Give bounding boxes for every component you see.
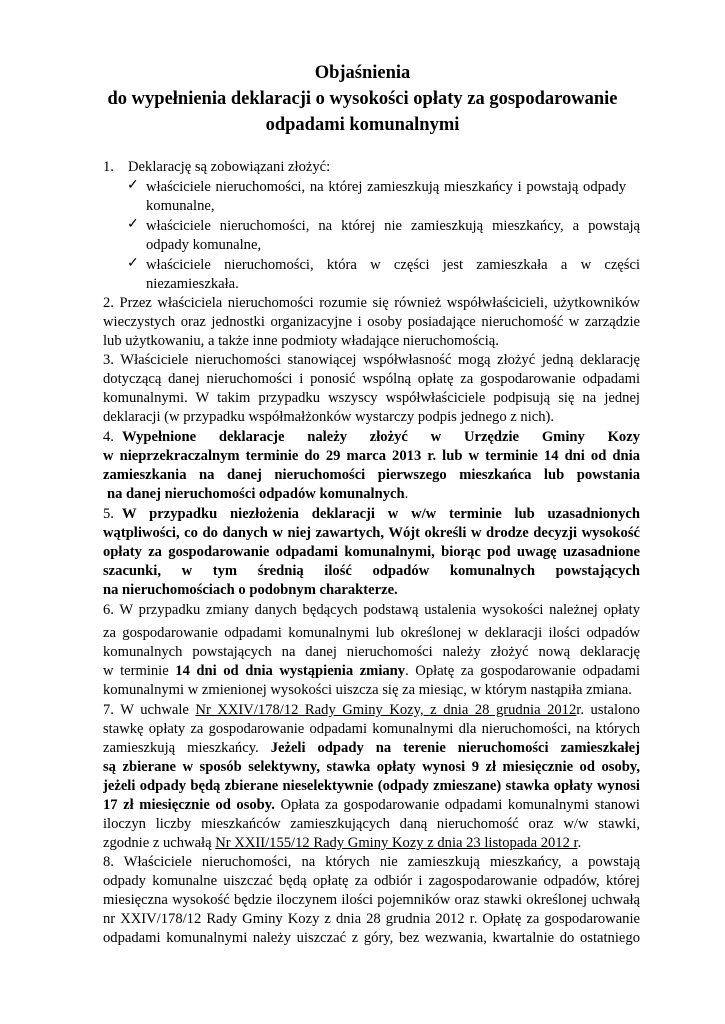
item-1-bullet-2-line-2: odpady komunalne, [146, 237, 262, 253]
item-7-line-6: 17 zł miesięcznie od osoby. Opłata za gospodarowanie odpadami komunalnymi stanowi [103, 797, 640, 813]
item-4-line-1: Wypełnione deklaracje należy złożyć w Urzędzie Gminy Kozy [122, 429, 640, 445]
item-2-line-2: wieczystych oraz jednostki organizacyjne i osoby posiadające nieruchomość w zarządzie [103, 314, 640, 330]
item-1-bullet-2-line-1: właściciele nieruchomości, na której nie zamieszkują mieszkańcy, a powstają [146, 218, 640, 234]
item-8-line-3: miesięczna wysokość będzie iloczynem ilości pojemników oraz stawki określonej uchwałą [103, 892, 640, 908]
item-7-line-3: zamieszkują mieszkańcy. Jeżeli odpady na terenie nieruchomości zamieszkałej [103, 740, 640, 756]
item-7-line-5: jeżeli odpady będą zbierane nieselektywnie (odpady zmieszane) stawka opłaty wynosi [103, 778, 640, 794]
title-line-2: do wypełnienia deklaracji o wysokości opłaty za gospodarowanie [107, 89, 618, 109]
item-2-line-1: 2. Przez właściciela nieruchomości rozumie się również współwłaścicieli, użytkowników [103, 295, 640, 311]
item-5-line-1: W przypadku niezłożenia deklaracji w w/w terminie lub uzasadnionych [122, 506, 640, 522]
item-1-intro: Deklarację są zobowiązani złożyć: [128, 159, 331, 175]
item-4-line-2: w nieprzekraczalnym terminie do 29 marca 2013 r. lub w terminie 14 dni od dnia [103, 448, 640, 464]
item-8-line-2: odpady komunalne uiszczać będą opłatę za odbiór i zagospodarowanie odpadów, której [103, 873, 640, 889]
item-7-line-1: 7. W uchwale Nr XXIV/178/12 Rady Gminy Kozy, z dnia 28 grudnia 2012r. ustalono [103, 702, 640, 718]
item-3-line-3: komunalnymi. W takim przypadku wszyscy współwłaściciele podpisują się na jednej [103, 390, 640, 406]
item-6-line-5: komunalnymi w zmienionej wysokości uiszcza się za miesiąc, w którym nastąpiła zmiana. [103, 682, 632, 698]
item-7-line-7: iloczyn liczby mieszkańców zamieszkujących daną nieruchomość oraz w/w stawki, [103, 816, 640, 832]
item-5-line-5: na nieruchomościach o podobnym charakterze. [103, 582, 398, 598]
item-3-line-2: dotyczącą danej nieruchomości i ponosić wspólną opłatę za gospodarowanie odpadami [103, 371, 640, 387]
item-7-line-8: zgodnie z uchwałą Nr XXII/155/12 Rady Gminy Kozy z dnia 23 listopada 2012 r. [103, 835, 582, 851]
item-1-bullet-1-line-2: komunalne, [146, 198, 215, 214]
item-1-bullet-1-line-1: właściciele nieruchomości, na której zamieszkują mieszkańcy i powstają odpady [146, 179, 626, 195]
item-5-line-3: opłaty za gospodarowanie odpadami komunalnymi, biorąc pod uwagę uzasadnione [103, 544, 640, 560]
item-8-line-5: odpadami komunalnymi należy uiszczać z góry, bez wezwania, kwartalnie do ostatniego [103, 930, 640, 946]
item-6-line-3: komunalnych powstających na danej nieruchomości należy złożyć nową deklarację [103, 644, 640, 660]
title-line-1: Objaśnienia [314, 63, 411, 83]
document-title [60, 60, 665, 138]
item-3-line-4: deklaracji (w przypadku współmałżonków wystarczy podpis jednego z nich). [103, 409, 555, 425]
item-4-line-4: na danej nieruchomości odpadów komunalnych. [107, 486, 409, 502]
checkmark-icon: ✓ [127, 217, 139, 232]
item-6-line-4: w terminie 14 dni od dnia wystąpienia zmiany. Opłatę za gospodarowanie odpadami [103, 663, 640, 679]
item-7-line-4: są zbierane w sposób selektywny, stawka opłaty wynosi 9 zł miesięcznie od osoby, [103, 759, 640, 775]
item-6-line-2: za gospodarowanie odpadami komunalnymi lub określonej w deklaracji ilości odpadów [103, 625, 640, 641]
item-2-line-3: lub użytkowaniu, a także inne podmioty władające nieruchomością. [103, 333, 499, 349]
item-4-number: 4. [103, 429, 114, 445]
checkmark-icon: ✓ [127, 256, 139, 271]
item-3-line-1: 3. Właściciele nieruchomości stanowiącej współwłasność mogą złożyć jedną deklarację [103, 352, 640, 368]
item-5-line-4: szacunki, w tym średnią ilość odpadów komunalnych powstających [103, 563, 640, 579]
item-8-line-4: nr XXIV/178/12 Rady Gminy Kozy z dnia 28 grudnia 2012 r. Opłatę za gospodarowanie [103, 911, 640, 927]
item-5-line-2: wątpliwości, co do danych w niej zawartych, Wójt określi w drodze decyzji wysokość [103, 525, 640, 541]
item-1-bullet-3-line-1: właściciele nieruchomości, która w części jest zamieszkała a w części [146, 257, 640, 273]
title-line-3: odpadami komunalnymi [265, 115, 460, 135]
checkmark-icon: ✓ [127, 178, 139, 193]
item-6-line-1: 6. W przypadku zmiany danych będących podstawą ustalenia wysokości należnej opłaty [103, 602, 640, 618]
item-1-bullet-3-line-2: niezamieszkała. [146, 276, 239, 292]
item-8-line-1: 8. Właściciele nieruchomości, na których nie zamieszkują mieszkańcy, a powstają [103, 854, 640, 870]
item-7-line-2: stawkę opłaty za gospodarowanie odpadami komunalnymi dla nieruchomości, na których [103, 721, 640, 737]
item-4-line-3: zamieszkania na danej nieruchomości pierwszego mieszkańca lub powstania [103, 467, 640, 483]
item-1-number: 1. [103, 159, 114, 175]
item-5-number: 5. [103, 506, 114, 522]
